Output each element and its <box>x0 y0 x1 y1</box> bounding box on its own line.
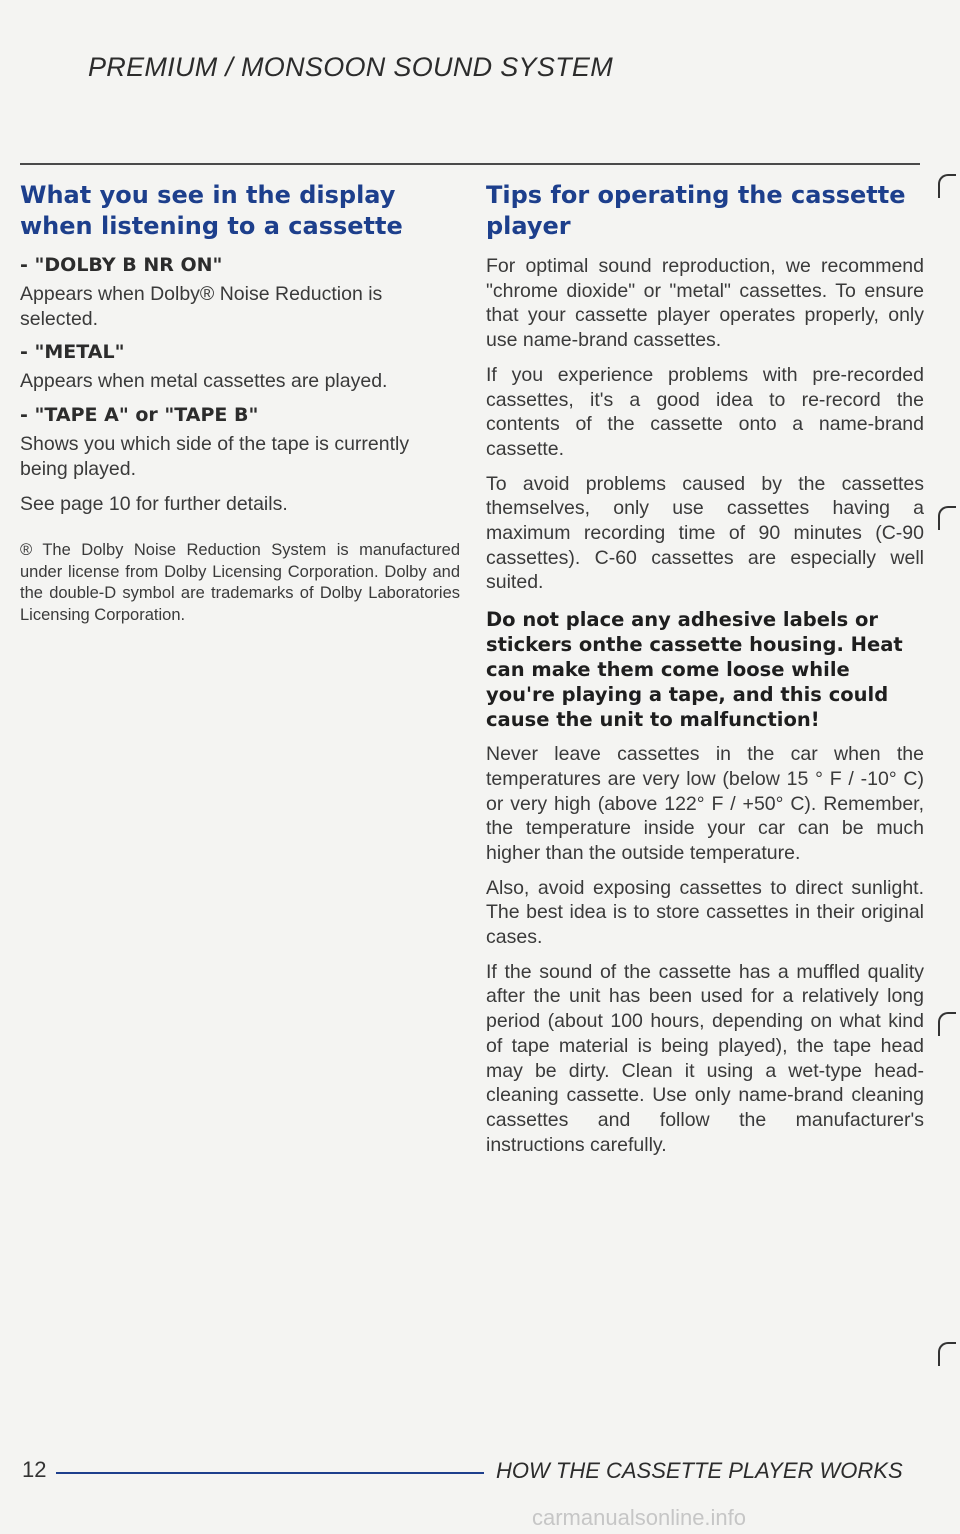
footer-section-title: HOW THE CASSETTE PLAYER WORKS <box>496 1458 903 1483</box>
dolby-item-label: - "DOLBY B NR ON" <box>20 254 223 276</box>
left-column <box>20 180 460 626</box>
tips-paragraph-3: To avoid problems caused by the cassettes themselves, only use cassettes having a maximum recording time of 90 minutes (C-90 cassettes). C-60 cassettes are especially well suited. <box>486 472 924 594</box>
tape-item-label: - "TAPE A" or "TAPE B" <box>20 404 259 427</box>
margin-tab-mark <box>938 1342 956 1366</box>
tips-section-heading: Tips for operating the cassette player <box>486 181 906 240</box>
page-header-title: PREMIUM / MONSOON SOUND SYSTEM <box>88 52 614 82</box>
footer-divider <box>56 1472 484 1474</box>
header-divider <box>20 163 920 165</box>
margin-tab-mark <box>938 506 956 530</box>
margin-tab-mark <box>938 1012 956 1036</box>
tips-paragraph-5: Also, avoid exposing cassettes to direct sunlight. The best idea is to store cassettes in their original cases. <box>486 876 924 949</box>
metal-item-text: Appears when metal cassettes are played. <box>20 370 388 393</box>
watermark: carmanualsonline.info <box>532 1505 747 1530</box>
dolby-item-text: Appears when Dolby® Noise Reduction is selected. <box>20 283 383 330</box>
metal-item-label: - "METAL" <box>20 341 125 364</box>
adhesive-labels-warning: Do not place any adhesive labels or stickers onthe cassette housing. Heat can make them come loose while you're playing a tape, and this could cause the unit to malfunction! <box>486 608 903 732</box>
tips-paragraph-6: If the sound of the cassette has a muffled quality after the unit has been used for a relatively long period (about 100 hours, depending on what kind of tape material is being played), the tape head may be dirty. Clean it using a wet-type head-cleaning cassette. Use only name-brand cleaning cassettes and follow the manufacturer's instructions carefully. <box>486 960 924 1156</box>
tips-paragraph-2: If you experience problems with pre-recorded cassettes, it's a good idea to re-record the contents of the cassette onto a name-brand cassette. <box>486 363 924 460</box>
tips-paragraph-4: Never leave cassettes in the car when the temperatures are very low (below 15 ° F / -10° C) or very high (above 122° F / +50° C). Remember, the temperature inside your car can be much higher than the outside temperature. <box>486 743 924 864</box>
tips-paragraph-1: For optimal sound reproduction, we recommend "chrome dioxide" or "metal" cassettes. To ensure that your cassette player operates properly, only use name-brand cassettes. <box>486 255 924 352</box>
page-number: 12 <box>22 1457 47 1482</box>
right-column <box>486 180 924 1167</box>
see-page-note: See page 10 for further details. <box>20 492 288 515</box>
tape-item-text: Shows you which side of the tape is currently being played. <box>20 433 410 480</box>
trademark-note: ® The Dolby Noise Reduction System is manufactured under license from Dolby Licensing Corporation. Dolby and the double-D symbol are trademarks of Dolby Laboratories Licensing Corporation. <box>20 541 460 624</box>
display-section-heading: What you see in the display when listening to a cassette <box>20 181 403 240</box>
margin-tab-mark <box>938 174 956 198</box>
